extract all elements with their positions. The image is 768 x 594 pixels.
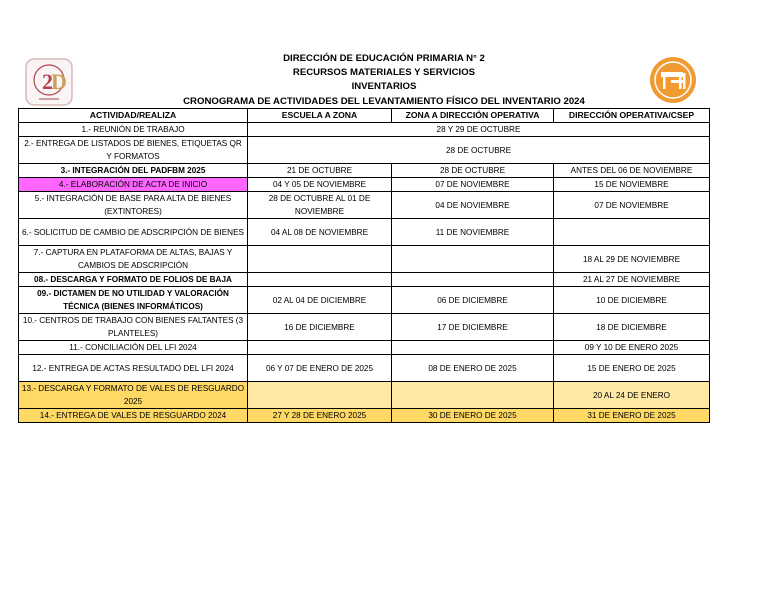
direccion-cell: ANTES DEL 06 DE NOVIEMBRE bbox=[554, 164, 710, 178]
zona-cell bbox=[392, 341, 554, 355]
activity-cell: 12.- ENTREGA DE ACTAS RESULTADO DEL LFI 2024 bbox=[19, 355, 248, 382]
activity-cell: 4.- ELABORACIÓN DE ACTA DE INICIO bbox=[19, 178, 248, 192]
activity-cell: 2.- ENTREGA DE LISTADOS DE BIENES, ETIQUETAS QR Y FORMATOS bbox=[19, 137, 248, 164]
activity-cell: 08.- DESCARGA Y FORMATO DE FOLIOS DE BAJA bbox=[19, 273, 248, 287]
table-row bbox=[19, 164, 710, 178]
activity-cell: 14.- ENTREGA DE VALES DE RESGUARDO 2024 bbox=[19, 409, 248, 423]
escuela-cell bbox=[248, 273, 392, 287]
escuela-cell: 04 AL 08 DE NOVIEMBRE bbox=[248, 219, 392, 246]
activity-cell: 5.- INTEGRACIÓN DE BASE PARA ALTA DE BIENES (EXTINTORES) bbox=[19, 192, 248, 219]
zona-cell bbox=[392, 246, 554, 273]
escuela-cell bbox=[248, 382, 392, 409]
table-row bbox=[19, 409, 710, 423]
zona-cell bbox=[392, 273, 554, 287]
escuela-cell: 28 DE OCTUBRE AL 01 DE NOVIEMBRE bbox=[248, 192, 392, 219]
zona-cell: 30 DE ENERO DE 2025 bbox=[392, 409, 554, 423]
activity-cell: 6.- SOLICITUD DE CAMBIO DE ADSCRIPCIÓN DE BIENES bbox=[19, 219, 248, 246]
table-row bbox=[19, 341, 710, 355]
activity-cell: 1.- REUNIÓN DE TRABAJO bbox=[19, 123, 248, 137]
activity-cell: 7.- CAPTURA EN PLATAFORMA DE ALTAS, BAJAS Y CAMBIOS DE ADSCRIPCIÓN bbox=[19, 246, 248, 273]
escuela-cell: 02 AL 04 DE DICIEMBRE bbox=[248, 287, 392, 314]
direccion-cell: 18 AL 29 DE NOVIEMBRE bbox=[554, 246, 710, 273]
direccion-cell: 09 Y 10 DE ENERO 2025 bbox=[554, 341, 710, 355]
svg-text:2: 2 bbox=[42, 69, 53, 94]
zona-cell: 07 DE NOVIEMBRE bbox=[392, 178, 554, 192]
schedule-table bbox=[18, 108, 710, 423]
activity-cell: 09.- DICTAMEN DE NO UTILIDAD Y VALORACIÓN TÉCNICA (BIENES INFORMÁTICOS) bbox=[19, 287, 248, 314]
direccion-cell: 15 DE ENERO DE 2025 bbox=[554, 355, 710, 382]
column-header-direccion: DIRECCIÓN OPERATIVA/CSEP bbox=[554, 109, 710, 123]
zona-cell: 28 DE OCTUBRE bbox=[392, 164, 554, 178]
activity-cell: 13.- DESCARGA Y FORMATO DE VALES DE RESGUARDO 2025 bbox=[19, 382, 248, 409]
escuela-cell: 06 Y 07 DE ENERO DE 2025 bbox=[248, 355, 392, 382]
table-row bbox=[19, 246, 710, 273]
header-line-1: DIRECCIÓN DE EDUCACIÓN PRIMARIA N° 2 bbox=[283, 53, 485, 64]
table-row bbox=[19, 192, 710, 219]
direccion-cell: 18 DE DICIEMBRE bbox=[554, 314, 710, 341]
table-row bbox=[19, 123, 710, 137]
zona-cell: 04 DE NOVIEMBRE bbox=[392, 192, 554, 219]
direccion-cell: 07 DE NOVIEMBRE bbox=[554, 192, 710, 219]
merged-date-cell: 28 DE OCTUBRE bbox=[248, 137, 710, 164]
header-line-2: RECURSOS MATERIALES Y SERVICIOS bbox=[292, 67, 476, 79]
table-header-row bbox=[19, 109, 710, 123]
header-line-3: INVENTARIOS bbox=[351, 81, 417, 93]
direccion-cell: 21 AL 27 DE NOVIEMBRE bbox=[554, 273, 710, 287]
escuela-cell: 21 DE OCTUBRE bbox=[248, 164, 392, 178]
zona-cell: 17 DE DICIEMBRE bbox=[392, 314, 554, 341]
escuela-cell: 16 DE DICIEMBRE bbox=[248, 314, 392, 341]
zona-cell: 11 DE NOVIEMBRE bbox=[392, 219, 554, 246]
activity-cell: 10.- CENTROS DE TRABAJO CON BIENES FALTANTES (3 PLANTELES) bbox=[19, 314, 248, 341]
escuela-cell: 27 Y 28 DE ENERO 2025 bbox=[248, 409, 392, 423]
table-row bbox=[19, 273, 710, 287]
escuela-cell bbox=[248, 341, 392, 355]
zona-cell: 08 DE ENERO DE 2025 bbox=[392, 355, 554, 382]
direccion-cell: 10 DE DICIEMBRE bbox=[554, 287, 710, 314]
activity-cell: 11.- CONCILIACIÓN DEL LFI 2024 bbox=[19, 341, 248, 355]
table-row bbox=[19, 178, 710, 192]
table-row bbox=[19, 287, 710, 314]
direccion-cell bbox=[554, 219, 710, 246]
zona-cell bbox=[392, 382, 554, 409]
merged-date-cell: 28 Y 29 DE OCTUBRE bbox=[248, 123, 710, 137]
svg-text:D: D bbox=[51, 69, 67, 94]
direccion-cell: 15 DE NOVIEMBRE bbox=[554, 178, 710, 192]
direccion-cell: 20 AL 24 DE ENERO bbox=[554, 382, 710, 409]
escuela-cell bbox=[248, 246, 392, 273]
column-header-escuela: ESCUELA A ZONA bbox=[248, 109, 392, 123]
table-row bbox=[19, 137, 710, 164]
table-row bbox=[19, 355, 710, 382]
zona-cell: 06 DE DICIEMBRE bbox=[392, 287, 554, 314]
table-row bbox=[19, 219, 710, 246]
header-line-4: CRONOGRAMA DE ACTIVIDADES DEL LEVANTAMIENTO FÍSICO DEL INVENTARIO 2024 bbox=[183, 95, 585, 107]
table-row bbox=[19, 314, 710, 341]
column-header-actividad: ACTIVIDAD/REALIZA bbox=[19, 109, 248, 123]
direccion-cell: 31 DE ENERO DE 2025 bbox=[554, 409, 710, 423]
escuela-cell: 04 Y 05 DE NOVIEMBRE bbox=[248, 178, 392, 192]
document-header bbox=[0, 52, 768, 109]
table-row bbox=[19, 382, 710, 409]
activity-cell: 3.- INTEGRACIÓN DEL PADFBM 2025 bbox=[19, 164, 248, 178]
column-header-zona: ZONA A DIRECCIÓN OPERATIVA bbox=[392, 109, 554, 123]
